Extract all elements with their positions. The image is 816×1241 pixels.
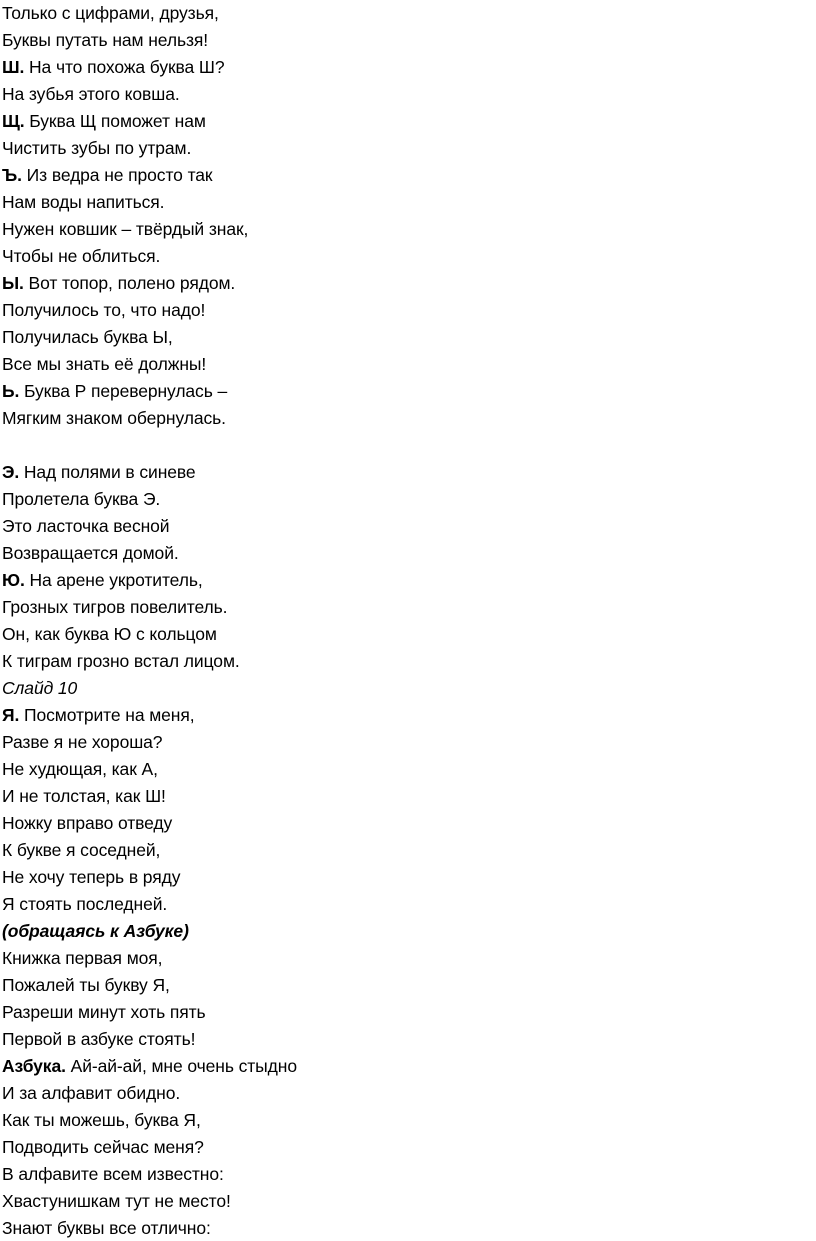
line-text: Посмотрите на меня, xyxy=(19,705,195,725)
line-text: Как ты можешь, буква Я, xyxy=(2,1110,201,1130)
line-text: Чистить зубы по утрам. xyxy=(2,138,192,158)
line-text: На зубья этого ковша. xyxy=(2,84,180,104)
text-line xyxy=(2,27,802,54)
speaker-letter: Ш. xyxy=(2,57,25,77)
line-text: Я стоять последней. xyxy=(2,894,168,914)
text-line xyxy=(2,1080,802,1107)
speaker-letter: Щ. xyxy=(2,111,25,131)
slide-marker: Слайд 10 xyxy=(2,678,78,698)
line-text: Грозных тигров повелитель. xyxy=(2,597,228,617)
line-text: Возвращается домой. xyxy=(2,543,179,563)
text-line xyxy=(2,513,802,540)
stage-direction: (обращаясь к Азбуке) xyxy=(2,921,189,941)
text-line xyxy=(2,594,802,621)
text-line xyxy=(2,135,802,162)
line-text: Буквы путать нам нельзя! xyxy=(2,30,209,50)
line-text: Только с цифрами, друзья, xyxy=(2,3,219,23)
text-line xyxy=(2,999,802,1026)
text-line xyxy=(2,108,802,135)
text-line xyxy=(2,945,802,972)
line-text: Нужен ковшик – твёрдый знак, xyxy=(2,219,249,239)
text-line xyxy=(2,810,802,837)
text-line xyxy=(2,972,802,999)
text-line xyxy=(2,270,802,297)
line-text: И не толстая, как Ш! xyxy=(2,786,166,806)
line-text: Это ласточка весной xyxy=(2,516,170,536)
speaker-letter: Ю. xyxy=(2,570,25,590)
text-line xyxy=(2,459,802,486)
line-text: Чтобы не облиться. xyxy=(2,246,161,266)
line-text: Буква Щ поможет нам xyxy=(24,111,206,131)
text-line xyxy=(2,0,802,27)
text-line xyxy=(2,297,802,324)
text-line xyxy=(2,864,802,891)
text-line xyxy=(2,648,802,675)
line-text: Знают буквы все отлично: xyxy=(2,1218,211,1238)
line-text: К букве я соседней, xyxy=(2,840,161,860)
text-line xyxy=(2,567,802,594)
text-line xyxy=(2,54,802,81)
text-line xyxy=(2,1188,802,1215)
text-line xyxy=(2,891,802,918)
line-text: Первой в азбуке стоять! xyxy=(2,1029,196,1049)
text-line xyxy=(2,216,802,243)
text-line xyxy=(2,378,802,405)
speaker-letter: Ы. xyxy=(2,273,24,293)
text-line xyxy=(2,405,802,432)
line-text: В алфавите всем известно: xyxy=(2,1164,224,1184)
line-text: Над полями в синеве xyxy=(19,462,196,482)
text-line xyxy=(2,540,802,567)
text-line xyxy=(2,702,802,729)
line-text: Получилось то, что надо! xyxy=(2,300,206,320)
text-line xyxy=(2,81,802,108)
text-line xyxy=(2,918,802,945)
text-line xyxy=(2,621,802,648)
text-line xyxy=(2,1026,802,1053)
text-line xyxy=(2,675,802,702)
text-line xyxy=(2,1215,802,1241)
speaker-letter: Азбука. xyxy=(2,1056,66,1076)
speaker-letter: Э. xyxy=(2,462,20,482)
line-text: Пролетела буква Э. xyxy=(2,489,161,509)
text-line xyxy=(2,729,802,756)
text-line xyxy=(2,243,802,270)
line-text: Подводить сейчас меня? xyxy=(2,1137,204,1157)
poem-text xyxy=(2,0,802,1241)
text-line xyxy=(2,1053,802,1080)
line-text: Ай-ай-ай, мне очень стыдно xyxy=(65,1056,297,1076)
line-text: Нам воды напиться. xyxy=(2,192,165,212)
text-line xyxy=(2,486,802,513)
line-text: Ножку вправо отведу xyxy=(2,813,173,833)
line-text: Он, как буква Ю с кольцом xyxy=(2,624,217,644)
line-text: К тиграм грозно встал лицом. xyxy=(2,651,240,671)
speaker-letter: Ь. xyxy=(2,381,20,401)
line-text: Буква Р перевернулась – xyxy=(19,381,228,401)
line-text: Из ведра не просто так xyxy=(21,165,213,185)
text-line xyxy=(2,1161,802,1188)
text-line xyxy=(2,756,802,783)
line-text: На арене укротитель, xyxy=(24,570,203,590)
line-text: Не худющая, как А, xyxy=(2,759,158,779)
line-text: Книжка первая моя, xyxy=(2,948,163,968)
text-line xyxy=(2,837,802,864)
line-text: Разреши минут хоть пять xyxy=(2,1002,206,1022)
line-text: Разве я не хороша? xyxy=(2,732,163,752)
line-text: Пожалей ты букву Я, xyxy=(2,975,170,995)
line-text: И за алфавит обидно. xyxy=(2,1083,181,1103)
blank-line xyxy=(2,432,802,459)
text-line xyxy=(2,324,802,351)
text-line xyxy=(2,1134,802,1161)
text-line xyxy=(2,189,802,216)
line-text: На что похожа буква Ш? xyxy=(24,57,225,77)
line-text: Получилась буква Ы, xyxy=(2,327,173,347)
line-text: Хвастунишкам тут не место! xyxy=(2,1191,231,1211)
speaker-letter: Я. xyxy=(2,705,20,725)
line-text: Мягким знаком обернулась. xyxy=(2,408,226,428)
line-text: Все мы знать её должны! xyxy=(2,354,207,374)
text-line xyxy=(2,162,802,189)
speaker-letter: Ъ. xyxy=(2,165,22,185)
text-line xyxy=(2,1107,802,1134)
text-line xyxy=(2,783,802,810)
text-line xyxy=(2,351,802,378)
line-text: Вот топор, полено рядом. xyxy=(23,273,236,293)
line-text: Не хочу теперь в ряду xyxy=(2,867,181,887)
